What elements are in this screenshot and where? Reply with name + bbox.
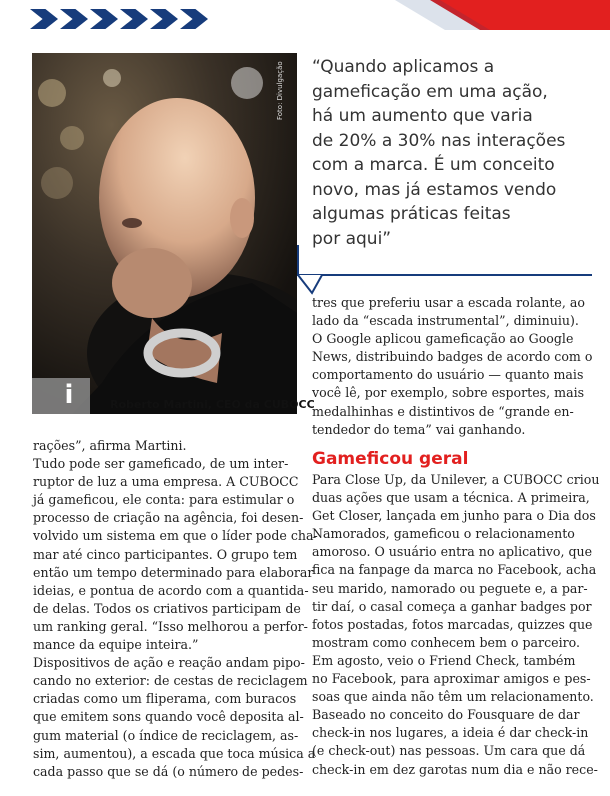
body-line: tres que preferiu usar a escada rolante, ao: [312, 295, 585, 310]
body-line: mance da equipe inteira.”: [33, 637, 199, 653]
body-line: mostram como conhecem bem o parceiro.: [312, 634, 580, 650]
quote-line: novo, mas já estamos vendo: [312, 179, 557, 200]
pull-quote: [312, 55, 582, 251]
body-line: gum material (o índice de reciclagem, as-: [33, 727, 299, 743]
body-line: Baseado no conceito do Fousquare de dar: [312, 707, 580, 723]
body-line: Namorados, gameficou o relacionamento: [312, 526, 575, 542]
quote-line: com a marca. É um conceito: [312, 155, 555, 175]
body-line: já gameficou, ele conta: para estimular o: [33, 492, 295, 508]
body-line: tir daí, o casal começa a ganhar badges por: [312, 598, 592, 614]
body-line: volvido um sistema em que o líder pode cha-: [33, 528, 318, 544]
body-line: comportamento do usuário — quanto mais: [312, 367, 584, 383]
portrait-image: [32, 53, 297, 414]
body-line: check-in nos lugares, a ideia é dar check-in: [312, 725, 589, 741]
quote-line: algumas práticas feitas: [312, 204, 511, 224]
body-line: Tudo pode ser gameficado, de um inter-: [33, 456, 289, 472]
quote-line: “Quando aplicamos a: [312, 57, 495, 77]
photo-caption: Roberto Martini, CEO da CUBOCC: [110, 398, 315, 411]
chevron-right-icon: [30, 9, 208, 29]
quote-frame: [296, 245, 592, 295]
quote-line: há um aumento que varia: [312, 106, 533, 126]
body-line: de delas. Todos os criativos participam de: [33, 600, 301, 616]
body-line: então um tempo determinado para elaborar: [33, 564, 314, 580]
body-line: cada passo que se dá (o número de pedes-: [33, 763, 304, 779]
body-line: um ranking geral. “Isso melhorou a perfor-: [33, 618, 308, 634]
body-line: soas que ainda não têm um relacionamento.: [312, 689, 594, 705]
quote-line: por aqui”: [312, 228, 392, 249]
section-subhead: Gameficou geral: [312, 449, 469, 469]
info-badge: [32, 378, 90, 414]
body-line: medalhinhas e distintivos de “grande en-: [312, 403, 574, 419]
body-line: News, distribuindo badges de acordo com o: [312, 349, 593, 365]
body-line: você lê, por exemplo, sobre esportes, mais: [312, 385, 585, 401]
body-line: Get Closer, lançada em junho para o Dia dos: [312, 508, 596, 524]
body-line: seu marido, namorado ou peguete e, a par-: [312, 580, 588, 596]
quote-line: de 20% a 30% nas interações: [312, 130, 566, 151]
body-line: Em agosto, veio o Friend Check, também: [312, 652, 576, 668]
body-line: lado da “escada instrumental”, diminuiu).: [312, 313, 579, 329]
body-line: fica na fanpage da marca no Facebook, acha: [312, 562, 597, 578]
body-line: rações”, afirma Martini.: [33, 438, 187, 453]
article-column-right-top: [312, 294, 593, 439]
body-line: processo de criação na agência, foi desen-: [33, 510, 304, 526]
body-line: cando no exterior: de cestas de reciclagem: [33, 673, 308, 689]
article-column-right-bottom: [312, 471, 600, 779]
body-line: Dispositivos de ação e reação andam pipo-: [33, 655, 305, 671]
header-bar: [0, 0, 610, 30]
body-line: ideias, e pontua de acordo com a quantida-: [33, 582, 309, 598]
body-line: sim, aumentou), a escada que toca música a: [33, 745, 316, 761]
body-line: amoroso. O usuário entra no aplicativo, que: [312, 544, 593, 560]
body-line: fotos postadas, fotos marcadas, quizzes que: [312, 616, 593, 632]
body-line: duas ações que usam a técnica. A primeira,: [312, 490, 590, 506]
quote-line: gameficação em uma ação,: [312, 81, 548, 102]
photo-credit: Foto: Divulgação: [276, 61, 284, 120]
portrait-photo: [32, 53, 297, 414]
article-column-left: [33, 437, 318, 781]
body-line: que emitem sons quando você deposita al-: [33, 709, 304, 725]
body-line: O Google aplicou gameficação ao Google: [312, 331, 574, 347]
body-line: Para Close Up, da Unilever, a CUBOCC criou: [312, 472, 600, 487]
body-line: ruptor de luz a uma empresa. A CUBOCC: [33, 474, 299, 490]
info-icon: i: [64, 380, 74, 410]
body-line: check-in em dez garotas num dia e não rece-: [312, 761, 598, 777]
body-line: no Facebook, para aproximar amigos e pes-: [312, 671, 591, 687]
body-line: tendedor do tema” vai ganhando.: [312, 421, 526, 437]
body-line: mar até cinco participantes. O grupo tem: [33, 546, 298, 562]
body-line: criadas como um fliperama, com buracos: [33, 691, 297, 707]
body-line: (e check-out) nas pessoas. Um cara que dá: [312, 743, 586, 759]
